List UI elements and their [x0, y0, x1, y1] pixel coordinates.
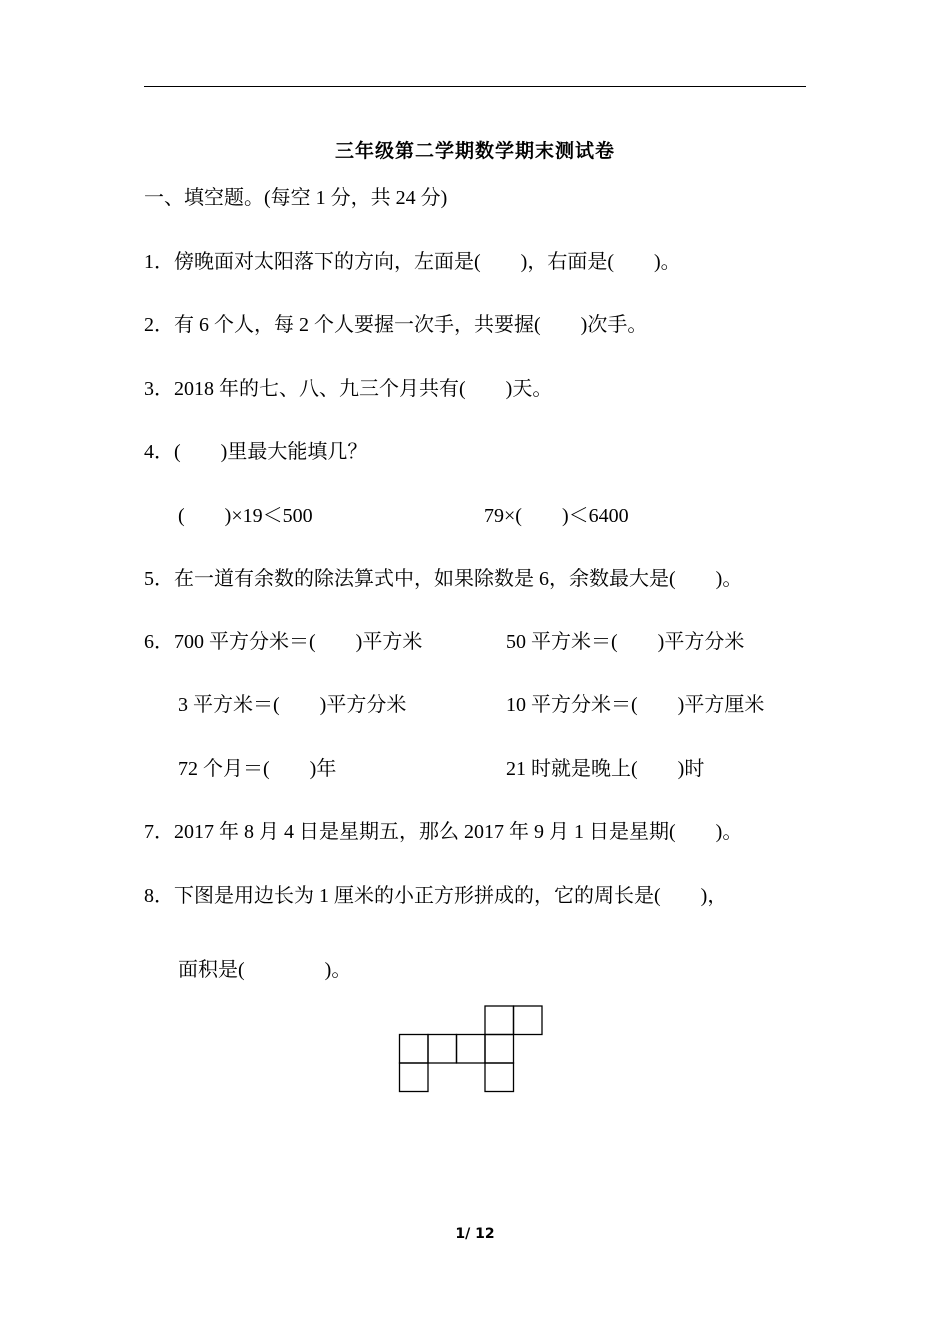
question-6-part-c: 3 平方米＝( )平方分米	[178, 694, 407, 716]
question-1: 1．傍晚面对太阳落下的方向，左面是( )，右面是( )。	[144, 251, 681, 273]
page-number: 1/ 12	[455, 1226, 495, 1242]
figure-square	[485, 1063, 514, 1092]
question-6-part-a: 6．700 平方分米＝( )平方米	[144, 631, 423, 653]
figure-square	[400, 1063, 429, 1092]
square-figure	[398, 1005, 548, 1095]
question-7: 7．2017 年 8 月 4 日是星期五，那么 2017 年 9 月 1 日是星期( )。	[144, 821, 743, 843]
question-2: 2．有 6 个人，每 2 个人要握一次手，共要握( )次手。	[144, 314, 648, 336]
question-4-part-a: ( )×19＜500	[178, 505, 313, 527]
header-rule	[144, 86, 806, 87]
figure-square	[457, 1035, 486, 1064]
figure-square	[514, 1006, 543, 1035]
question-8-area: 面积是( )。	[178, 959, 352, 981]
question-3: 3．2018 年的七、八、九三个月共有( )天。	[144, 378, 553, 400]
question-6-part-e: 72 个月＝( )年	[178, 758, 337, 780]
figure-square	[400, 1035, 429, 1064]
figure-square	[428, 1035, 457, 1064]
question-6-part-f: 21 时就是晚上( )时	[506, 758, 705, 780]
section-heading: 一、填空题。(每空 1 分，共 24 分)	[144, 187, 448, 209]
question-5: 5．在一道有余数的除法算式中，如果除数是 6，余数最大是( )。	[144, 568, 743, 590]
page-title: 三年级第二学期数学期末测试卷	[334, 141, 615, 162]
question-4-part-b: 79×( )＜6400	[484, 505, 629, 527]
figure-square	[485, 1006, 514, 1035]
question-4: 4．( )里最大能填几？	[144, 441, 368, 463]
question-8: 8．下图是用边长为 1 厘米的小正方形拼成的，它的周长是( )，	[144, 885, 728, 907]
figure-square	[485, 1035, 514, 1064]
question-6-part-d: 10 平方分米＝( )平方厘米	[506, 694, 765, 716]
question-6-part-b: 50 平方米＝( )平方分米	[506, 631, 745, 653]
